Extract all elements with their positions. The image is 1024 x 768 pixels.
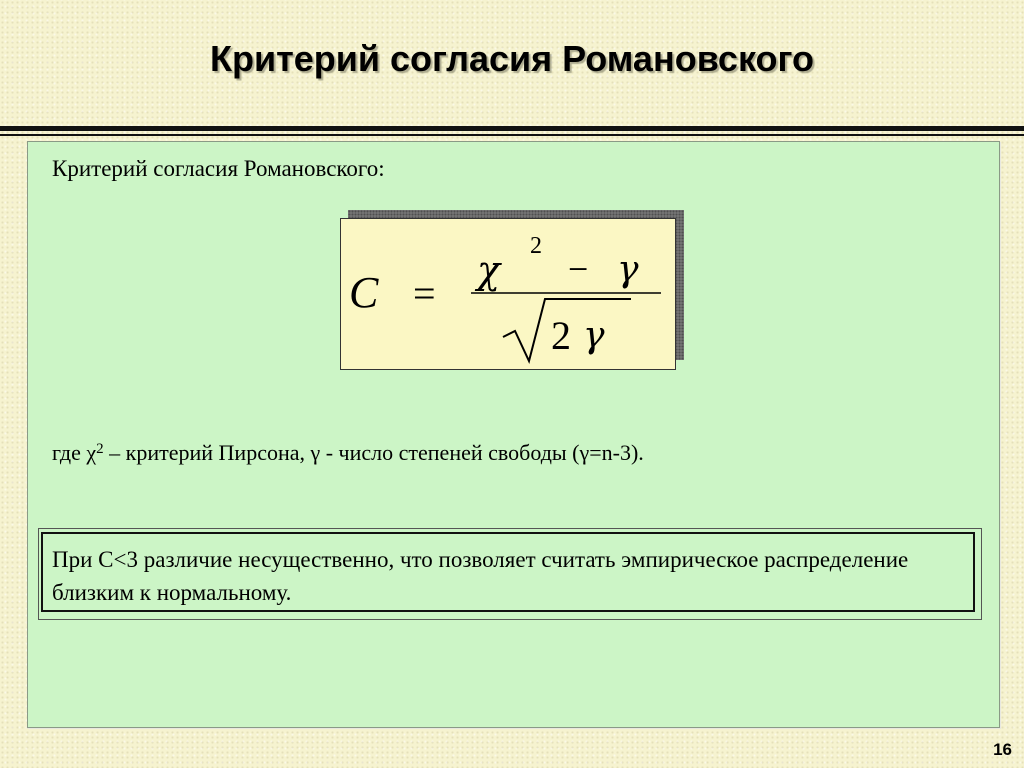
note-text: При C<3 различие несущественно, что позволяет считать эмпирическое распределение близким к нормальному. (41, 532, 975, 612)
formula-graphic (341, 219, 675, 369)
where-text-start: где χ (52, 440, 97, 465)
intro-text: Критерий согласия Романовского: (52, 156, 385, 181)
formula-minus: − (568, 249, 589, 289)
formula-denominator-gamma: γ (583, 315, 605, 356)
page-number: 16 (993, 740, 1012, 759)
where-text-end: – критерий Пирсона, γ - число степеней свободы (γ=n-3). (103, 440, 644, 465)
title-divider-thick (0, 126, 1024, 131)
formula-exponent: 2 (530, 233, 542, 259)
formula-numerator-gamma: γ (617, 249, 639, 290)
formula-equals: = (413, 271, 436, 316)
slide-title: Критерий согласия Романовского (209, 38, 814, 79)
where-superscript: 2 (96, 441, 104, 457)
title-divider-thin (0, 134, 1024, 136)
formula-denominator-coefficient: 2 (551, 313, 571, 358)
formula-chi: χ (477, 248, 501, 292)
formula-lhs: C (349, 268, 379, 317)
where-text (52, 440, 644, 466)
formula-box (340, 218, 676, 370)
note-frame (38, 528, 982, 620)
